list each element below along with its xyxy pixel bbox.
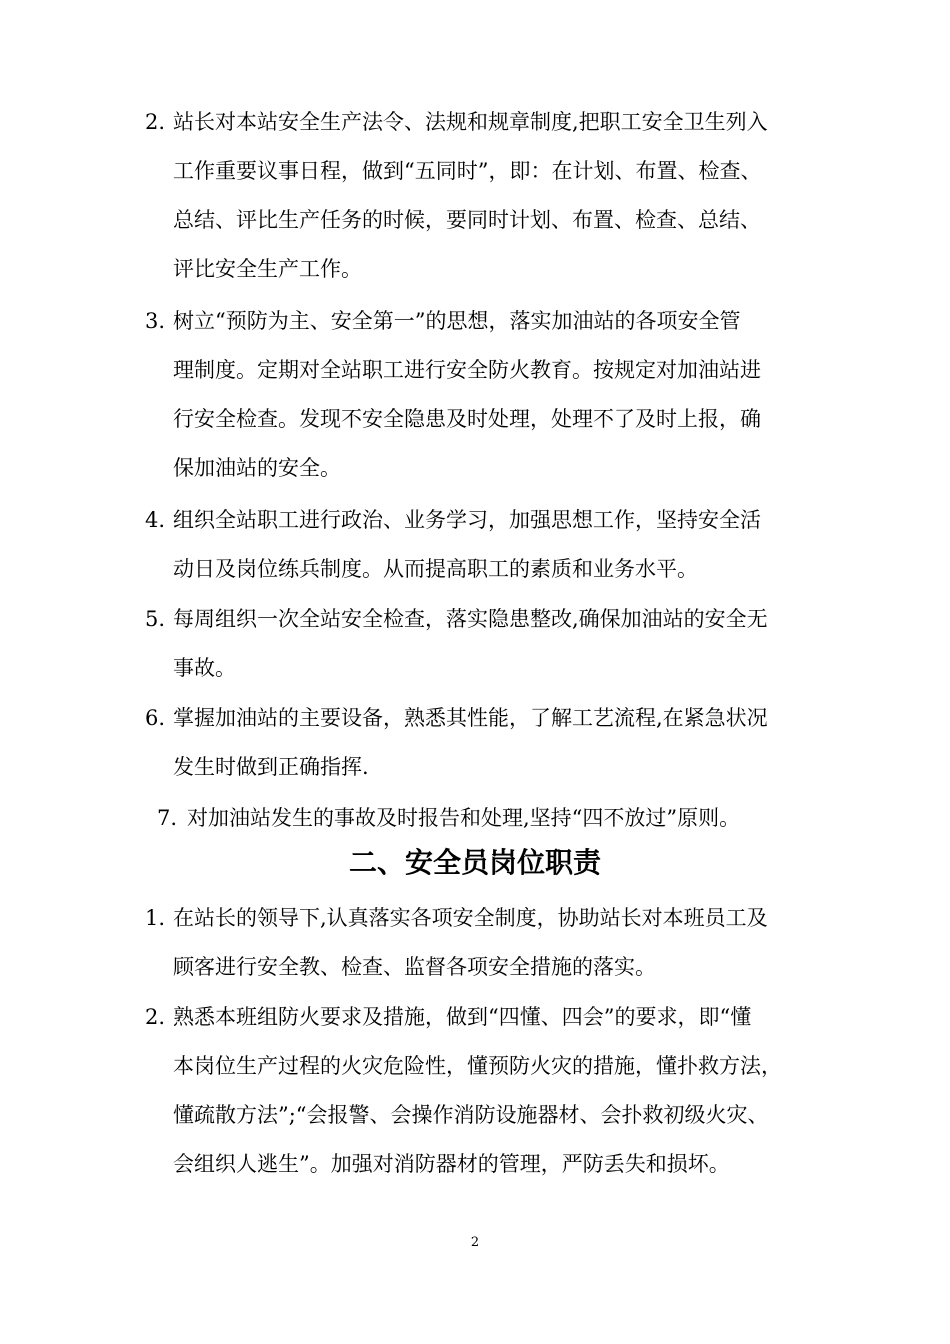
list-item-line: 懂疏散方法”;“会报警、会操作消防设施器材、会扑救初级火灾、: [173, 1103, 769, 1127]
list-item-line: 对加油站发生的事故及时报告和处理,坚持“四不放过”原则。: [187, 806, 741, 830]
list-item: [140, 297, 840, 493]
list-item-line: 行安全检查。发现不安全隐患及时处理，处理不了及时上报，确: [173, 407, 761, 431]
list-item-line: 发生时做到正确指挥.: [173, 755, 369, 779]
page-number: 2: [470, 1235, 480, 1250]
list-item-line: 掌握加油站的主要设备，熟悉其性能，了解工艺流程,在紧急状况: [173, 706, 768, 730]
list-item-line: 动日及岗位练兵制度。从而提高职工的素质和业务水平。: [173, 557, 698, 581]
list-item-line: 熟悉本班组防火要求及措施，做到“四懂、四会”的要求，即“懂: [173, 1005, 752, 1029]
list-item-line: 保加油站的安全。: [173, 456, 341, 480]
list-item-line: 树立“预防为主、安全第一”的思想，落实加油站的各项安全管: [173, 309, 741, 333]
list-item-line: 工作重要议事日程，做到“五同时”，即：在计划、布置、检查、: [173, 159, 762, 183]
list-item-number: 1.: [145, 906, 166, 930]
list-item-line: 顾客进行安全教、检查、监督各项安全措施的落实。: [173, 955, 656, 979]
list-item-line: 会组织人逃生”。加强对消防器材的管理，严防丢失和损坏。: [173, 1152, 730, 1176]
list-item-number: 2.: [145, 110, 166, 134]
section-heading: 二、安全员岗位职责: [348, 846, 601, 879]
list-item-number: 2.: [145, 1005, 166, 1029]
list-item: [140, 98, 840, 294]
list-item-number: 4.: [145, 508, 166, 532]
list-item: [140, 595, 840, 693]
list-item: [140, 496, 840, 594]
list-item-line: 本岗位生产过程的火灾危险性，懂预防火灾的措施，懂扑救方法，: [173, 1054, 782, 1078]
list-item-number: 6.: [145, 706, 166, 730]
list-item-line: 事故。: [173, 656, 236, 680]
list-item: [140, 694, 840, 792]
list-item-line: 站长对本站安全生产法令、法规和规章制度,把职工安全卫生列入: [173, 110, 768, 134]
list-item-line: 每周组织一次全站安全检查，落实隐患整改,确保加油站的安全无: [173, 607, 768, 631]
list-item-line: 评比安全生产工作。: [173, 257, 362, 281]
list-item-line: 总结、评比生产任务的时候，要同时计划、布置、检查、总结、: [173, 208, 761, 232]
list-item-number: 7.: [157, 806, 178, 830]
list-item: [157, 794, 857, 843]
list-item-line: 组织全站职工进行政治、业务学习，加强思想工作，坚持安全活: [173, 508, 761, 532]
list-item-number: 5.: [145, 607, 166, 631]
list-item: [140, 894, 840, 992]
list-item-line: 在站长的领导下,认真落实各项安全制度，协助站长对本班员工及: [173, 906, 768, 930]
list-item-line: 理制度。定期对全站职工进行安全防火教育。按规定对加油站进: [173, 358, 761, 382]
list-item: [140, 993, 840, 1189]
list-item-number: 3.: [145, 309, 166, 333]
